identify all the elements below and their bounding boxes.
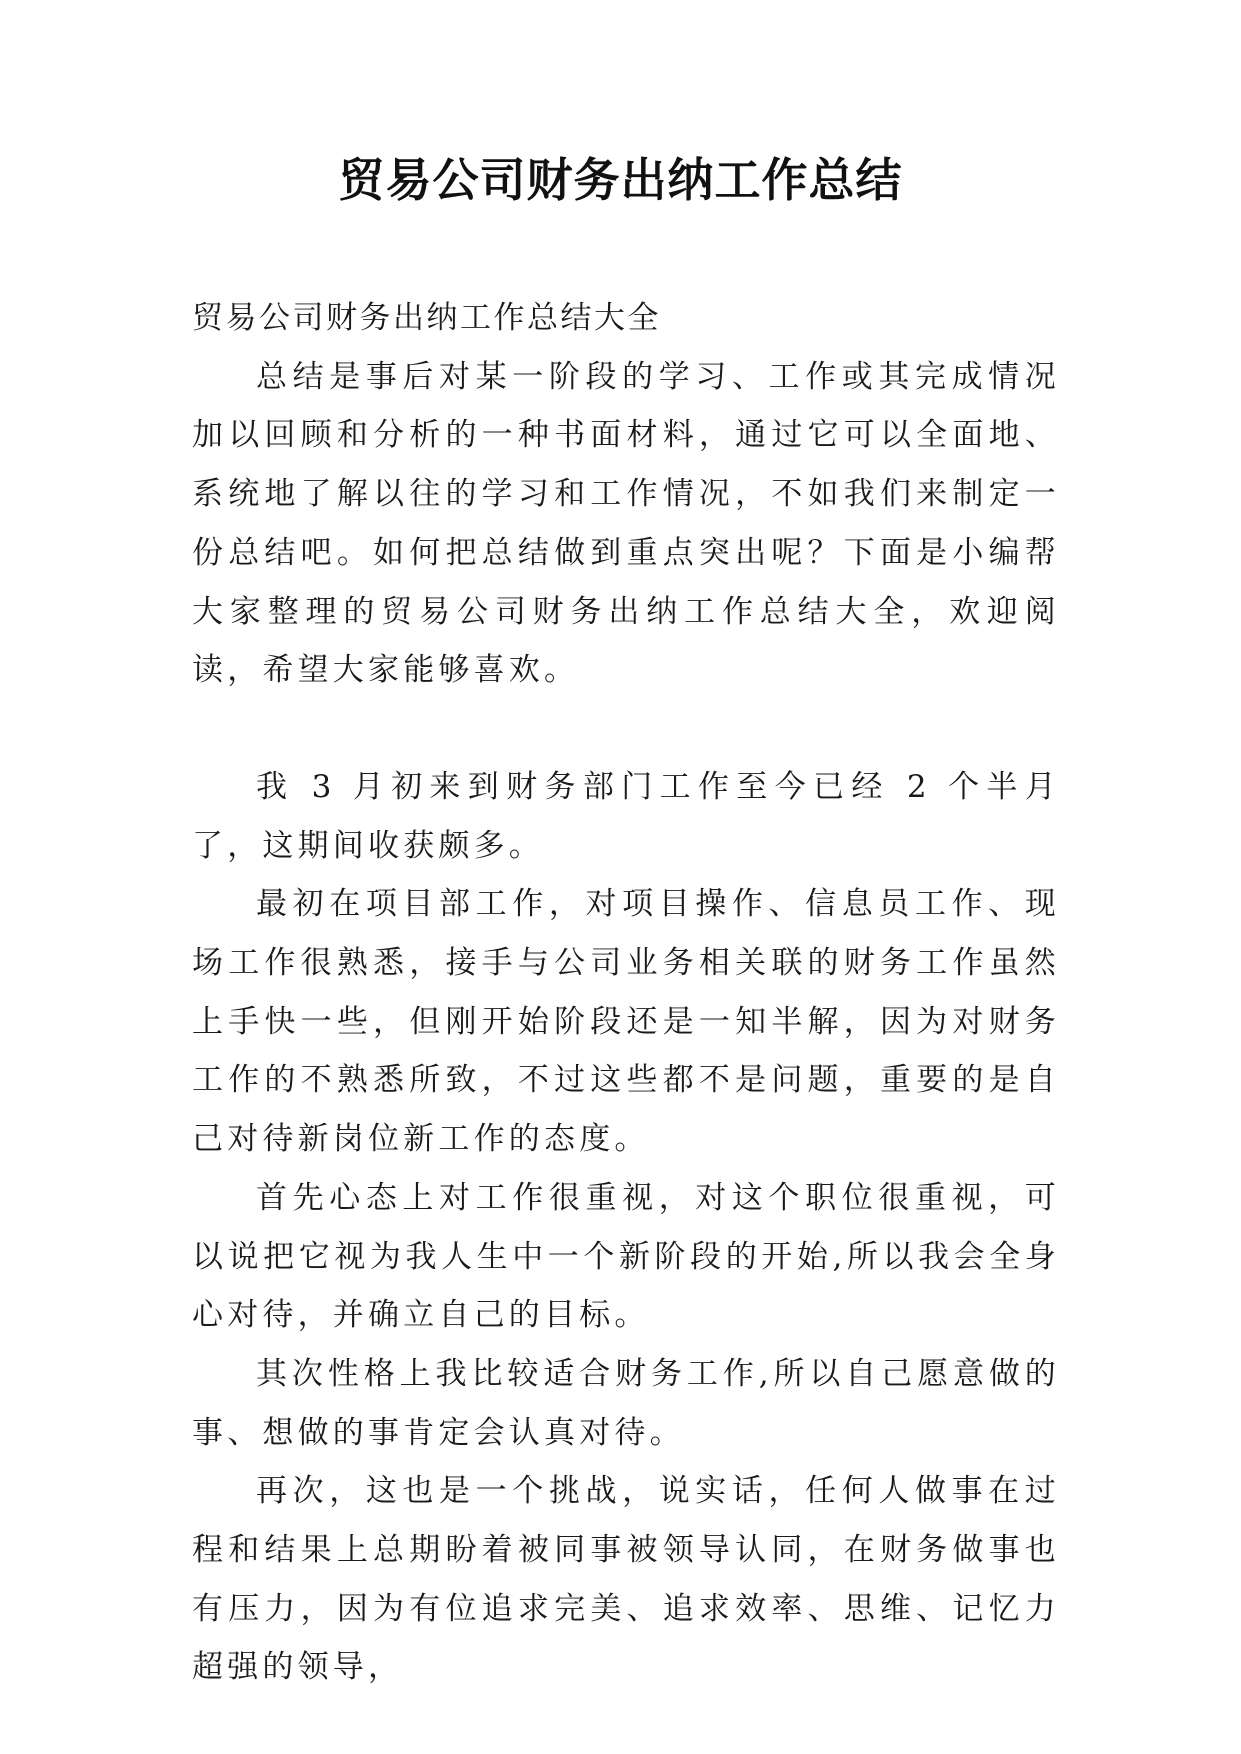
document-subtitle: 贸易公司财务出纳工作总结大全 — [192, 300, 661, 336]
document-body — [192, 289, 1060, 1697]
paragraph-initial-work: 最初在项目部工作，对项目操作、信息员工作、现场工作很熟悉，接手与公司业务相关联的财务工作虽然上手快一些，但刚开始阶段还是一知半解，因为对财务工作的不熟悉所致，不过这些都不是问题，重要的是自己对待新岗位新工作的态度。 — [192, 886, 1060, 1158]
paragraph-arrival: 我 3 月初来到财务部门工作至今已经 2 个半月了，这期间收获颇多。 — [192, 768, 1060, 864]
paragraph-attitude: 首先心态上对工作很重视，对这个职位很重视，可以说把它视为我人生中一个新阶段的开始,所以我会全身心对待，并确立自己的目标。 — [192, 1179, 1060, 1334]
paragraph-personality: 其次性格上我比较适合财务工作,所以自己愿意做的事、想做的事肯定会认真对待。 — [192, 1355, 1060, 1451]
paragraph-intro: 总结是事后对某一阶段的学习、工作或其完成情况加以回顾和分析的一种书面材料，通过它可以全面地、系统地了解以往的学习和工作情况，不如我们来制定一份总结吧。如何把总结做到重点突出呢？下面是小编帮大家整理的贸易公司财务出纳工作总结大全，欢迎阅读，希望大家能够喜欢。 — [192, 358, 1060, 689]
document-title: 贸易公司财务出纳工作总结 — [338, 153, 903, 207]
paragraph-challenge: 再次，这也是一个挑战，说实话，任何人做事在过程和结果上总期盼着被同事被领导认同，在财务做事也有压力，因为有位追求完美、追求效率、思维、记忆力超强的领导， — [192, 1473, 1060, 1686]
